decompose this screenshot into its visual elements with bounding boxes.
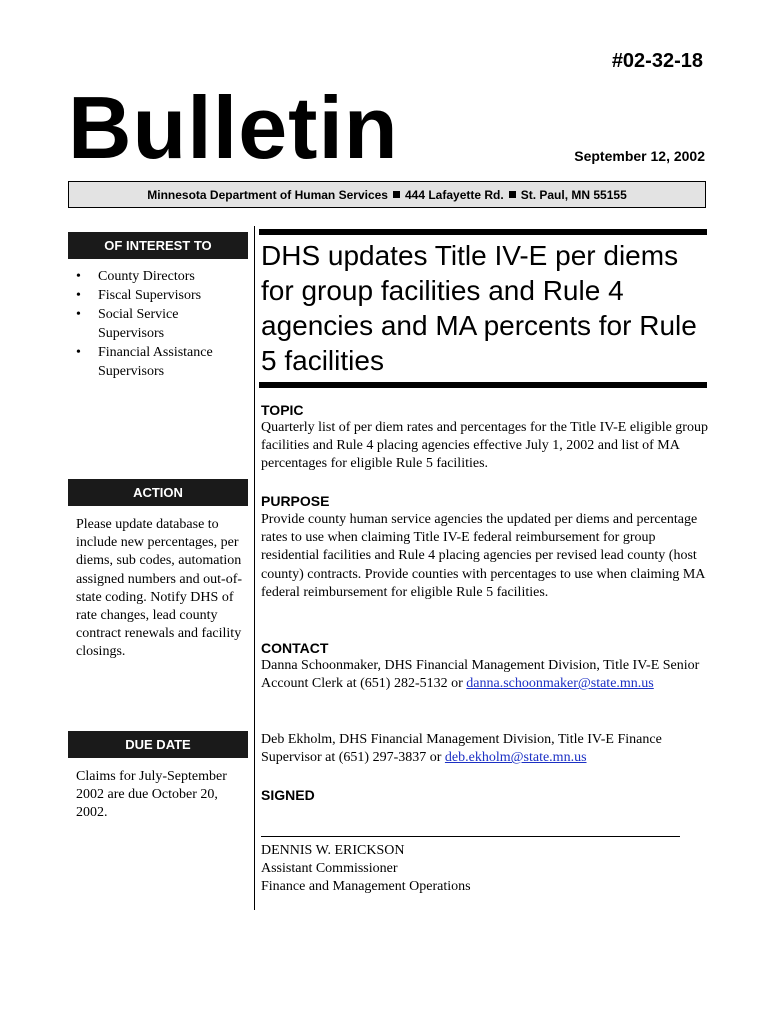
bulletin-date: September 12, 2002 (574, 148, 705, 164)
contact-2-text: Deb Ekholm, DHS Financial Management Division, Title IV-E Finance Supervisor at (651) 297-3837 or (261, 732, 662, 766)
list-item: • Financial Assistance Supervisors (76, 343, 246, 381)
topic-heading: TOPIC (261, 402, 304, 418)
address-street: 444 Lafayette Rd. (404, 187, 504, 202)
due-date-text: Claims for July-September 2002 are due October 20, 2002. (76, 769, 227, 821)
bulletin-number: #02-32-18 (611, 50, 703, 72)
contact-1-email-link[interactable]: danna.schoonmaker@state.mn.us (466, 676, 654, 692)
contact-1 (261, 657, 711, 693)
headline-rule-top (259, 229, 707, 235)
list-item: • Fiscal Supervisors (76, 286, 246, 305)
headline: DHS updates Title IV-E per diems for group facilities and Rule 4 agencies and MA percents for Rule 5 facilities (261, 240, 697, 376)
due-date-header: DUE DATE (68, 731, 248, 758)
interest-list (76, 267, 246, 381)
square-bullet-icon (393, 191, 400, 198)
masthead-title: Bulletin (68, 78, 399, 177)
contact-1-text: Danna Schoonmaker, DHS Financial Management Division, Title IV-E Senior Account Clerk at (651) 282-5132 or (261, 658, 700, 692)
address-bar (68, 181, 706, 208)
signature-block (261, 842, 471, 897)
headline-rule-bottom (259, 382, 707, 388)
list-item: • Social Service Supervisors (76, 305, 246, 343)
action-header: ACTION (68, 479, 248, 506)
column-divider (254, 226, 255, 910)
contact-heading: CONTACT (261, 640, 329, 656)
square-bullet-icon (509, 191, 516, 198)
signed-heading: SIGNED (261, 787, 315, 803)
address-city: St. Paul, MN 55155 (520, 187, 627, 202)
signer-department: Finance and Management Operations (261, 879, 471, 895)
list-item: • County Directors (76, 267, 246, 286)
action-text: Please update database to include new percentages, per diems, sub codes, automation assigned numbers and out-of-state coding. Notify DHS of rate changes, lead county contract renewals and facility closings. (76, 517, 243, 660)
address-org: Minnesota Department of Human Services (147, 187, 388, 202)
topic-text: Quarterly list of per diem rates and percentages for the Title IV-E eligible group facilities and Rule 4 placing agencies effective July 1, 2002 and list of MA percentages for eligible Rule 5 facilities. (261, 420, 708, 472)
interest-header: OF INTEREST TO (68, 232, 248, 259)
contact-2-email-link[interactable]: deb.ekholm@state.mn.us (444, 750, 587, 766)
purpose-text: Provide county human service agencies the updated per diems and percentage rates to use when claiming Title IV-E federal reimbursement for group residential facilities and Rule 4 placing agencies per revised lead county (host county) contracts. Provide counties with percentages to use when claiming MA federal reimbursement for eligible Rule 5 facilities. (261, 512, 705, 600)
purpose-heading: PURPOSE (261, 493, 330, 509)
contact-2 (261, 731, 711, 767)
signature-line (261, 836, 680, 837)
signer-title: Assistant Commissioner (261, 861, 398, 877)
signer-name: DENNIS W. ERICKSON (261, 843, 405, 858)
